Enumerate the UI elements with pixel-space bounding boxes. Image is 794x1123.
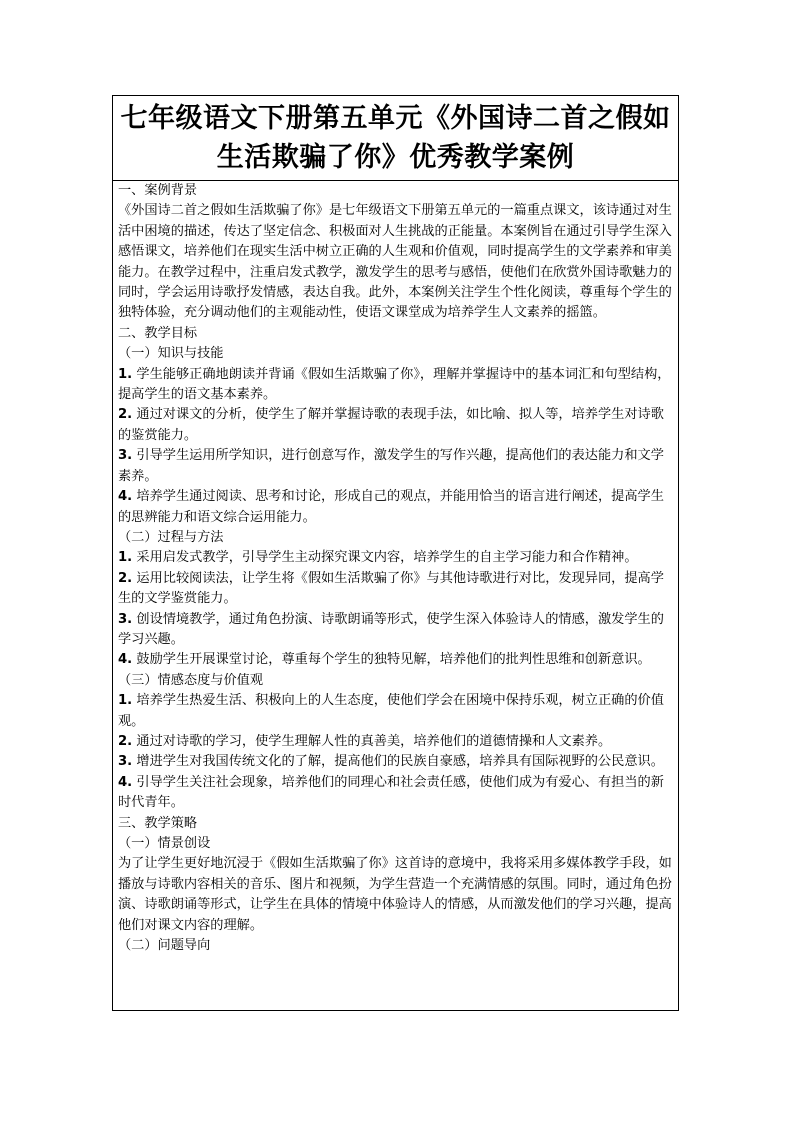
- item-text: 通过对诗歌的学习，使学生理解人性的真善美，培养他们的道德情操和人文素养。: [136, 733, 612, 749]
- list-item: [118, 691, 673, 732]
- section-heading-background: 一、案例背景: [118, 183, 198, 198]
- subheading-process: （二）过程与方法: [118, 529, 224, 545]
- list-item: [118, 752, 673, 772]
- item-text: 培养学生热爱生活、积极向上的人生态度，使他们学会在困境中保持乐观，树立正确的价值观。: [118, 693, 664, 729]
- item-number: 4.: [118, 774, 133, 790]
- item-number: 2.: [118, 407, 133, 423]
- list-item: [118, 446, 673, 487]
- section-heading-strategy: 三、教学策略: [118, 815, 198, 831]
- item-number: 4.: [118, 652, 133, 668]
- item-number: 3.: [118, 754, 133, 770]
- list-item: [118, 773, 673, 814]
- document-title: 七年级语文下册第五单元《外国诗二首之假如生活欺骗了你》优秀教学案例: [120, 103, 671, 173]
- item-number: 1.: [118, 366, 133, 382]
- item-text: 学生能够正确地朗读并背诵《假如生活欺骗了你》，理解并掌握诗中的基本词汇和句型结构，提高学生的语文基本素养。: [118, 366, 671, 403]
- list-item: [118, 569, 673, 610]
- item-text: 通过对课文的分析，使学生了解并掌握诗歌的表现手法，如比喻、拟人等，培养学生对诗歌的鉴赏能力。: [118, 407, 664, 443]
- item-text: 引导学生关注社会现象，培养他们的同理心和社会责任感，使他们成为有爱心、有担当的新时代青年。: [118, 774, 664, 811]
- list-item: [118, 405, 673, 446]
- subheading-situation: （一）情景创设: [118, 836, 211, 851]
- document-table: [112, 95, 679, 1011]
- item-number: 1.: [118, 550, 133, 566]
- item-text: 运用比较阅读法，让学生将《假如生活欺骗了你》与其他诗歌进行对比，发现异同，提高学生的文学鉴赏能力。: [118, 570, 664, 607]
- list-item: [118, 732, 673, 752]
- subheading-emotion: （三）情感态度与价值观: [118, 672, 264, 688]
- section-heading-goals: 二、教学目标: [118, 325, 198, 341]
- title-cell: [113, 96, 678, 181]
- list-item: [118, 487, 673, 528]
- item-text: 引导学生运用所学知识，进行创意写作，激发学生的写作兴趣，提高他们的表达能力和文学素养。: [118, 448, 664, 484]
- subheading-knowledge: （一）知识与技能: [118, 346, 224, 362]
- list-item: [118, 548, 673, 568]
- item-number: 3.: [118, 611, 133, 627]
- item-number: 4.: [118, 489, 133, 505]
- item-text: 培养学生通过阅读、思考和讨论，形成自己的观点，并能用恰当的语言进行阐述，提高学生的思辨能力和语文综合运用能力。: [118, 489, 664, 525]
- item-number: 2.: [118, 733, 133, 749]
- item-number: 2.: [118, 570, 133, 586]
- content-cell: [113, 181, 678, 956]
- list-item: [118, 610, 673, 651]
- list-item: [118, 365, 673, 406]
- item-number: 1.: [118, 693, 133, 709]
- background-paragraph: 《外国诗二首之假如生活欺骗了你》是七年级语文下册第五单元的一篇重点课文，该诗通过对生活中困境的描述，传达了坚定信念、积极面对人生挑战的正能量。本案例旨在通过引导学生深入感悟课文，培养他们在现实生活中树立正确的人生观和价值观，同时提高学生的文学素养和审美能力。在教学过程中，注重启发式教学，激发学生的思考与感悟，使他们在欣赏外国诗歌魅力的同时，学会运用诗歌抒发情感，表达自我。此外，本案例关注学生个性化阅读，尊重每个学生的独特体验，充分调动他们的主观能动性，使语文课堂成为培养学生人文素养的摇篮。: [118, 203, 672, 321]
- item-text: 采用启发式教学，引导学生主动探究课文内容，培养学生的自主学习能力和合作精神。: [136, 550, 638, 566]
- list-item: [118, 650, 673, 670]
- item-number: 3.: [118, 448, 133, 464]
- item-text: 增进学生对我国传统文化的了解，提高他们的民族自豪感，培养具有国际视野的公民意识。: [136, 754, 664, 770]
- subheading-question: （二）问题导向: [118, 938, 211, 954]
- item-text: 鼓励学生开展课堂讨论，尊重每个学生的独特见解，培养他们的批判性思维和创新意识。: [136, 652, 651, 668]
- situation-paragraph: 为了让学生更好地沉浸于《假如生活欺骗了你》这首诗的意境中，我将采用多媒体教学手段，如播放与诗歌内容相关的音乐、图片和视频，为学生营造一个充满情感的氛围。同时，通过角色扮演、诗歌朗诵等形式，让学生在具体的情境中体验诗人的情感，从而激发他们的学习兴趣，提高他们对课文内容的理解。: [118, 856, 672, 933]
- item-text: 创设情境教学，通过角色扮演、诗歌朗诵等形式，使学生深入体验诗人的情感，激发学生的学习兴趣。: [118, 611, 664, 647]
